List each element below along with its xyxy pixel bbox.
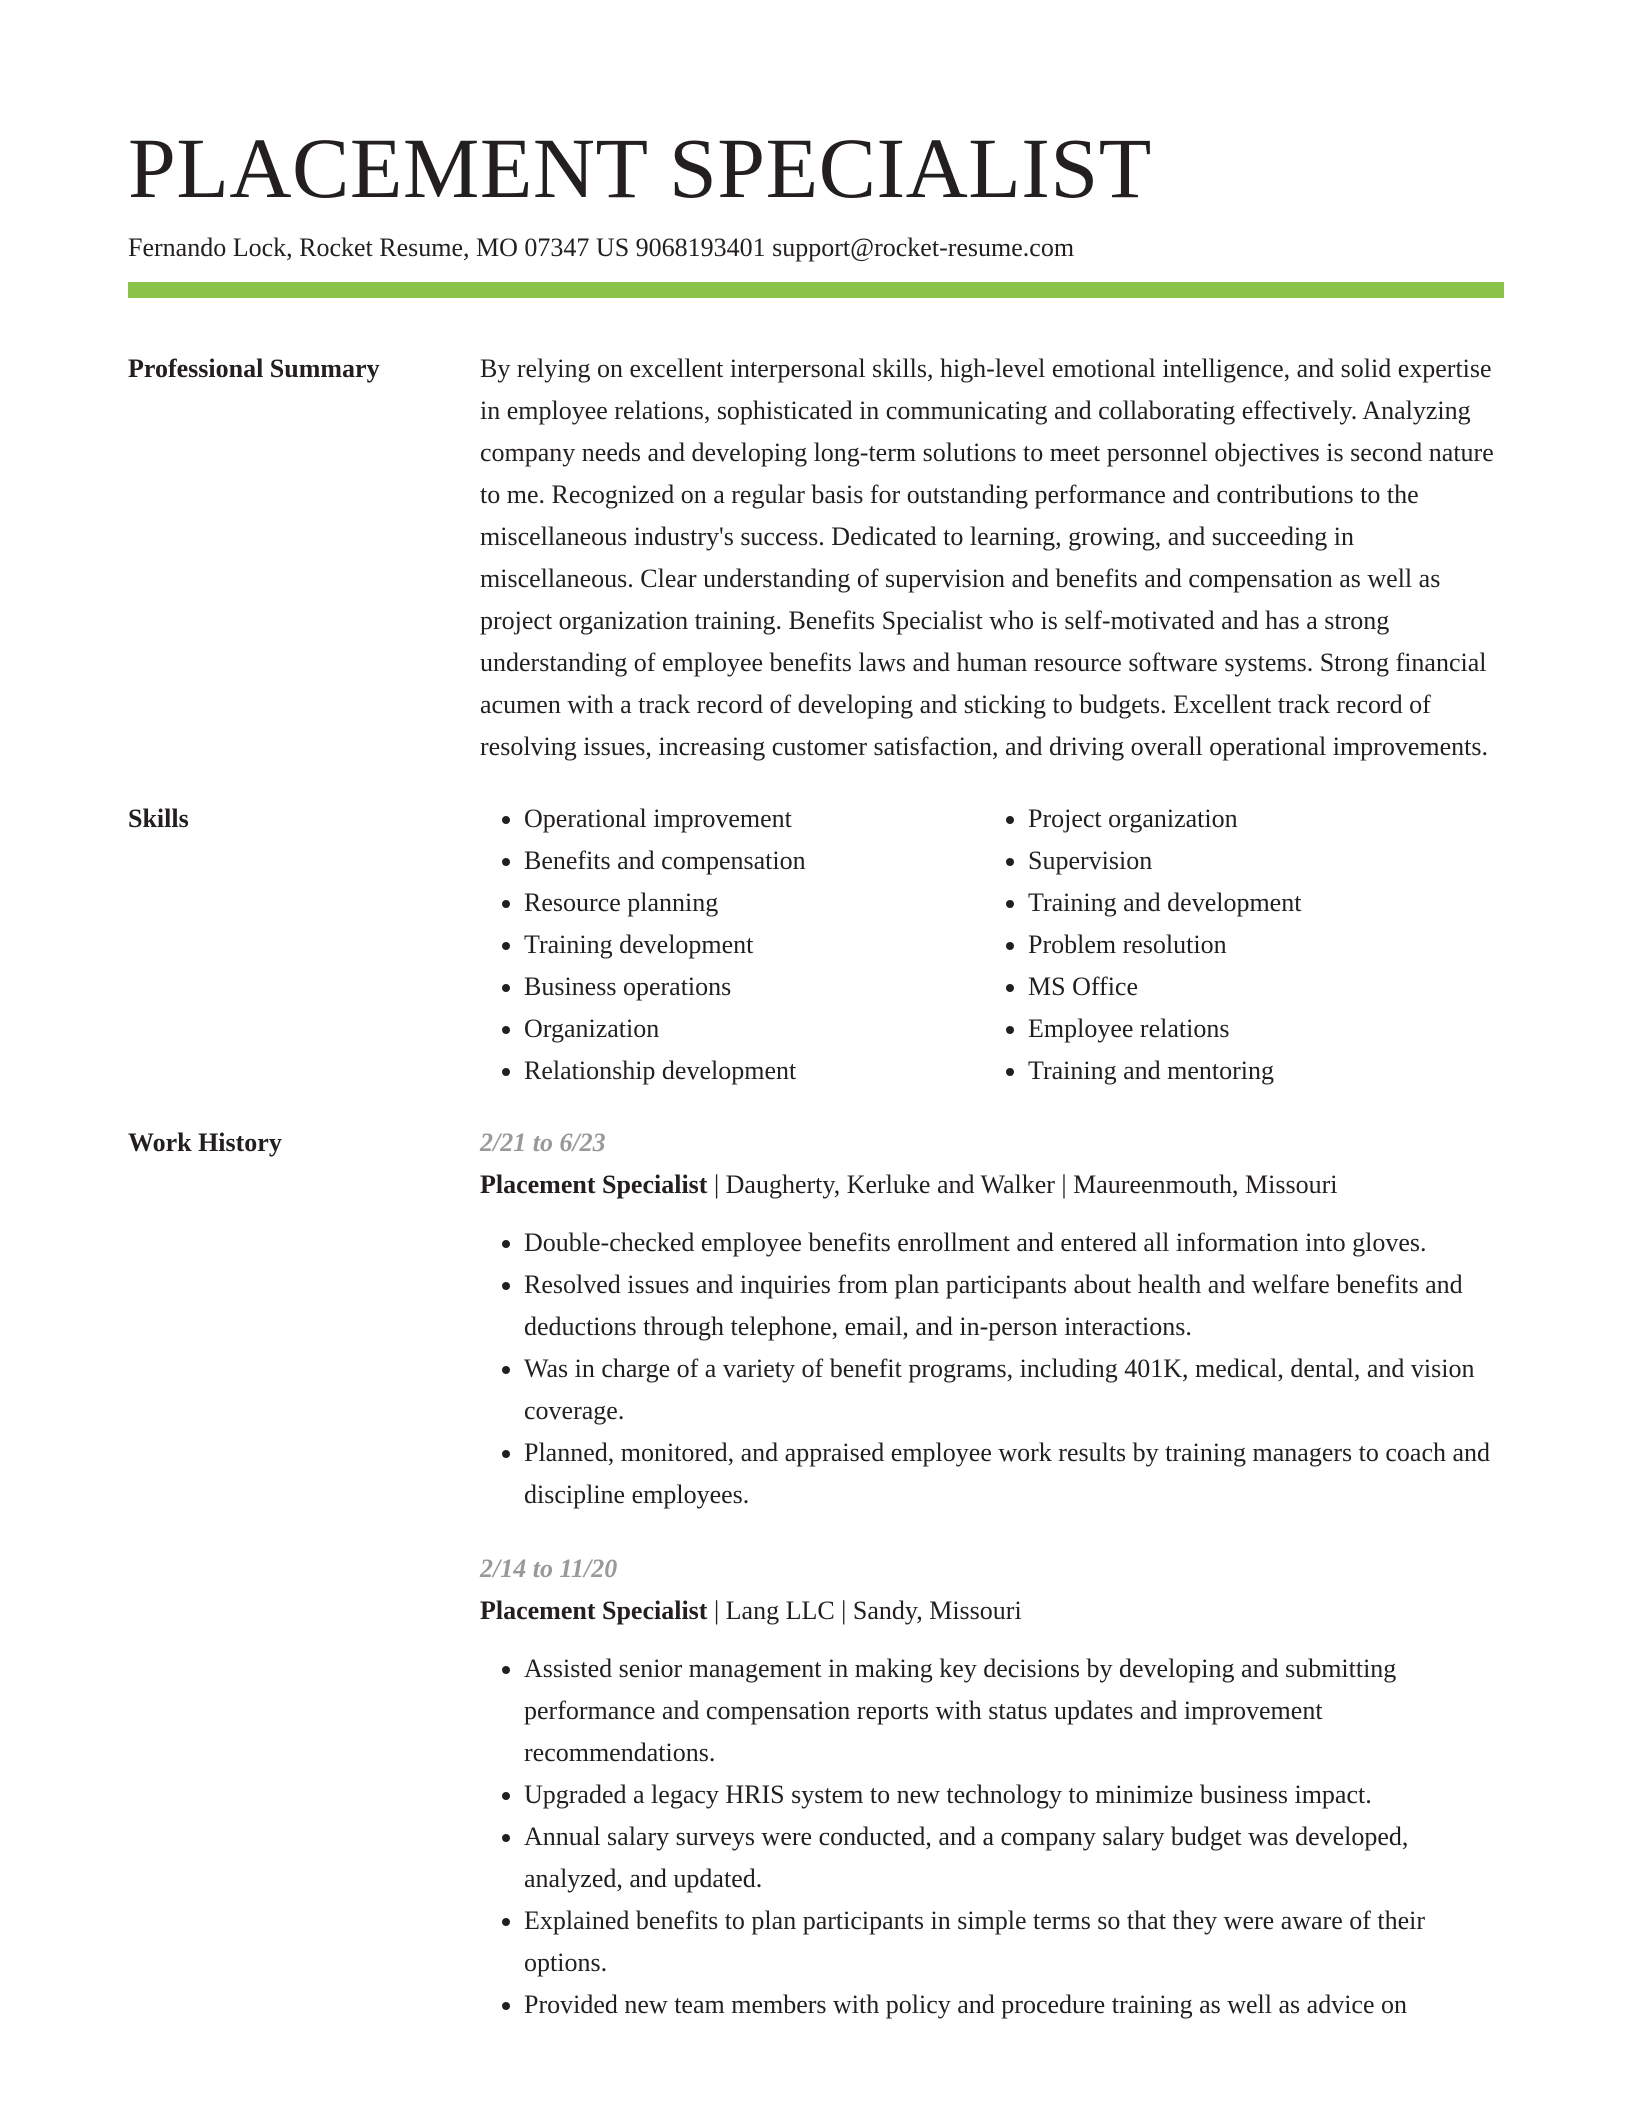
job-entry bbox=[480, 1548, 1504, 2026]
job-title: Placement Specialist bbox=[480, 1170, 708, 1199]
skills-list-left bbox=[480, 798, 984, 1092]
job-heading bbox=[480, 1164, 1504, 1206]
skill-item: • Problem resolution bbox=[1028, 924, 1488, 966]
job-bullet: • Provided new team members with policy and procedure training as well as advice on bbox=[524, 1984, 1504, 2026]
skill-item: • Supervision bbox=[1028, 840, 1488, 882]
skills-list-right bbox=[984, 798, 1488, 1092]
skill-item: • Project organization bbox=[1028, 798, 1488, 840]
job-employer-location: | Daugherty, Kerluke and Walker | Maureenmouth, Missouri bbox=[707, 1170, 1338, 1199]
skills-section bbox=[128, 798, 1504, 1092]
skill-item: • Training and mentoring bbox=[1028, 1050, 1488, 1092]
contact-line: Fernando Lock, Rocket Resume, MO 07347 US 9068193401 support@rocket-resume.com bbox=[128, 233, 1075, 262]
job-title: Placement Specialist bbox=[480, 1596, 708, 1625]
skill-item: • Business operations bbox=[524, 966, 984, 1008]
resume-title: PLACEMENT SPECIALIST bbox=[128, 120, 1152, 216]
professional-summary-section bbox=[128, 348, 1504, 768]
job-bullet: • Planned, monitored, and appraised employee work results by training managers to coach and discipline employees. bbox=[524, 1432, 1504, 1516]
skill-item: • MS Office bbox=[1028, 966, 1488, 1008]
skill-item: • Employee relations bbox=[1028, 1008, 1488, 1050]
skill-item: • Training and development bbox=[1028, 882, 1488, 924]
job-bullet: • Upgraded a legacy HRIS system to new technology to minimize business impact. bbox=[524, 1774, 1504, 1816]
skill-item: • Relationship development bbox=[524, 1050, 984, 1092]
summary-text: By relying on excellent interpersonal skills, high-level emotional intelligence, and solid expertise in employee relations, sophisticated in communicating and collaborating effectively. Analyzing company needs and developing long-term solutions to meet personnel objectives is second nature to me. Recognized on a regular basis for outstanding performance and contributions to the miscellaneous industry's success. Dedicated to learning, growing, and succeeding in miscellaneous. Clear understanding of supervision and benefits and compensation as well as project organization training. Benefits Specialist who is self-motivated and has a strong understanding of employee benefits laws and human resource software systems. Strong financial acumen with a track record of developing and sticking to budgets. Excellent track record of resolving issues, increasing customer satisfaction, and driving overall operational improvements. bbox=[480, 354, 1494, 761]
section-heading-work-history: Work History bbox=[128, 1128, 282, 1157]
job-bullet: • Annual salary surveys were conducted, and a company salary budget was developed, analyzed, and updated. bbox=[524, 1816, 1504, 1900]
skill-item: • Resource planning bbox=[524, 882, 984, 924]
resume-page bbox=[128, 0, 1504, 2026]
job-heading bbox=[480, 1590, 1504, 1632]
section-heading-professional-summary: Professional Summary bbox=[128, 354, 380, 383]
job-bullet: • Double-checked employee benefits enrollment and entered all information into gloves. bbox=[524, 1222, 1504, 1264]
skill-item: • Training development bbox=[524, 924, 984, 966]
job-bullet: • Explained benefits to plan participants in simple terms so that they were aware of their options. bbox=[524, 1900, 1504, 1984]
work-history-section bbox=[128, 1122, 1504, 2026]
job-bullet-list bbox=[480, 1648, 1504, 2026]
skill-item: • Organization bbox=[524, 1008, 984, 1050]
accent-divider bbox=[128, 282, 1504, 298]
job-employer-location: | Lang LLC | Sandy, Missouri bbox=[707, 1596, 1022, 1625]
job-bullet: • Was in charge of a variety of benefit programs, including 401K, medical, dental, and vision coverage. bbox=[524, 1348, 1504, 1432]
skill-item: • Benefits and compensation bbox=[524, 840, 984, 882]
job-bullet: • Resolved issues and inquiries from plan participants about health and welfare benefits and deductions through telephone, email, and in-person interactions. bbox=[524, 1264, 1504, 1348]
job-bullet: • Assisted senior management in making key decisions by developing and submitting performance and compensation reports with status updates and improvement recommendations. bbox=[524, 1648, 1504, 1774]
job-dates: 2/14 to 11/20 bbox=[480, 1554, 618, 1583]
work-history-list bbox=[480, 1122, 1504, 2026]
skill-item: • Operational improvement bbox=[524, 798, 984, 840]
job-dates: 2/21 to 6/23 bbox=[480, 1128, 606, 1157]
section-heading-skills: Skills bbox=[128, 804, 189, 833]
job-bullet-list bbox=[480, 1222, 1504, 1516]
job-entry bbox=[480, 1122, 1504, 1516]
